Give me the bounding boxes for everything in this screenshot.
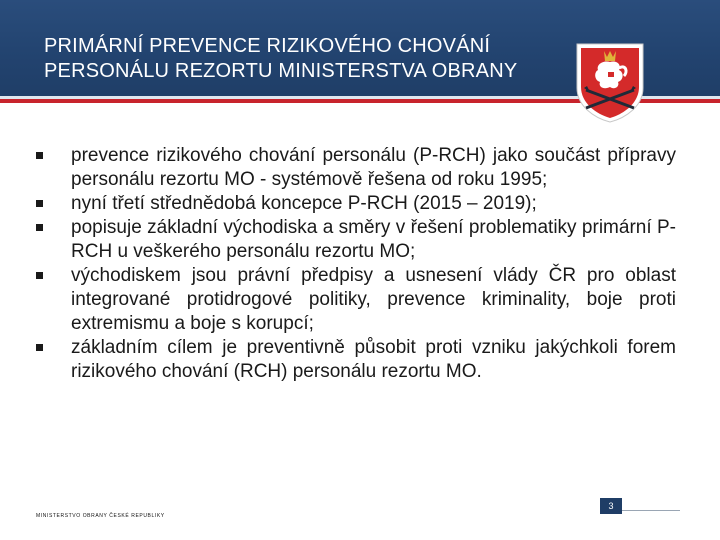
footer-rule <box>618 510 680 511</box>
square-bullet-icon <box>36 200 43 207</box>
list-item <box>36 144 676 192</box>
title-line-1: PRIMÁRNÍ PREVENCE RIZIKOVÉHO CHOVÁNÍ <box>44 35 491 57</box>
list-item <box>36 216 676 264</box>
footer-ministry-text: MINISTERSTVO OBRANY ČESKÉ REPUBLIKY <box>36 513 165 519</box>
square-bullet-icon <box>36 272 43 279</box>
page-number: 3 <box>600 498 622 514</box>
bullet-text: popisuje základní východiska a směry v řešení problematiky primární P-RCH u veškerého personálu rezortu MO; <box>71 217 676 262</box>
list-item <box>36 336 676 384</box>
list-item <box>36 264 676 336</box>
bullet-list <box>36 144 676 384</box>
title-line-2: PERSONÁLU REZORTU MINISTERSTVA OBRANY <box>44 60 518 82</box>
list-item <box>36 192 676 216</box>
slide-title <box>44 34 554 84</box>
square-bullet-icon <box>36 344 43 351</box>
square-bullet-icon <box>36 224 43 231</box>
army-emblem-icon <box>574 42 646 124</box>
bullet-text: základním cílem je preventivně působit proti vzniku jakýchkoli forem rizikového chování (RCH) personálu rezortu MO. <box>71 337 676 382</box>
bullet-text: východiskem jsou právní předpisy a usnesení vlády ČR pro oblast integrované protidrogové politiky, prevence kriminality, boje proti extremismu a boje s korupcí; <box>71 265 676 334</box>
square-bullet-icon <box>36 152 43 159</box>
bullet-text: nyní třetí střednědobá koncepce P-RCH (2015 – 2019); <box>71 193 537 214</box>
bullet-text: prevence rizikového chování personálu (P-RCH) jako součást přípravy personálu rezortu MO - systémově řešena od roku 1995; <box>71 145 676 190</box>
